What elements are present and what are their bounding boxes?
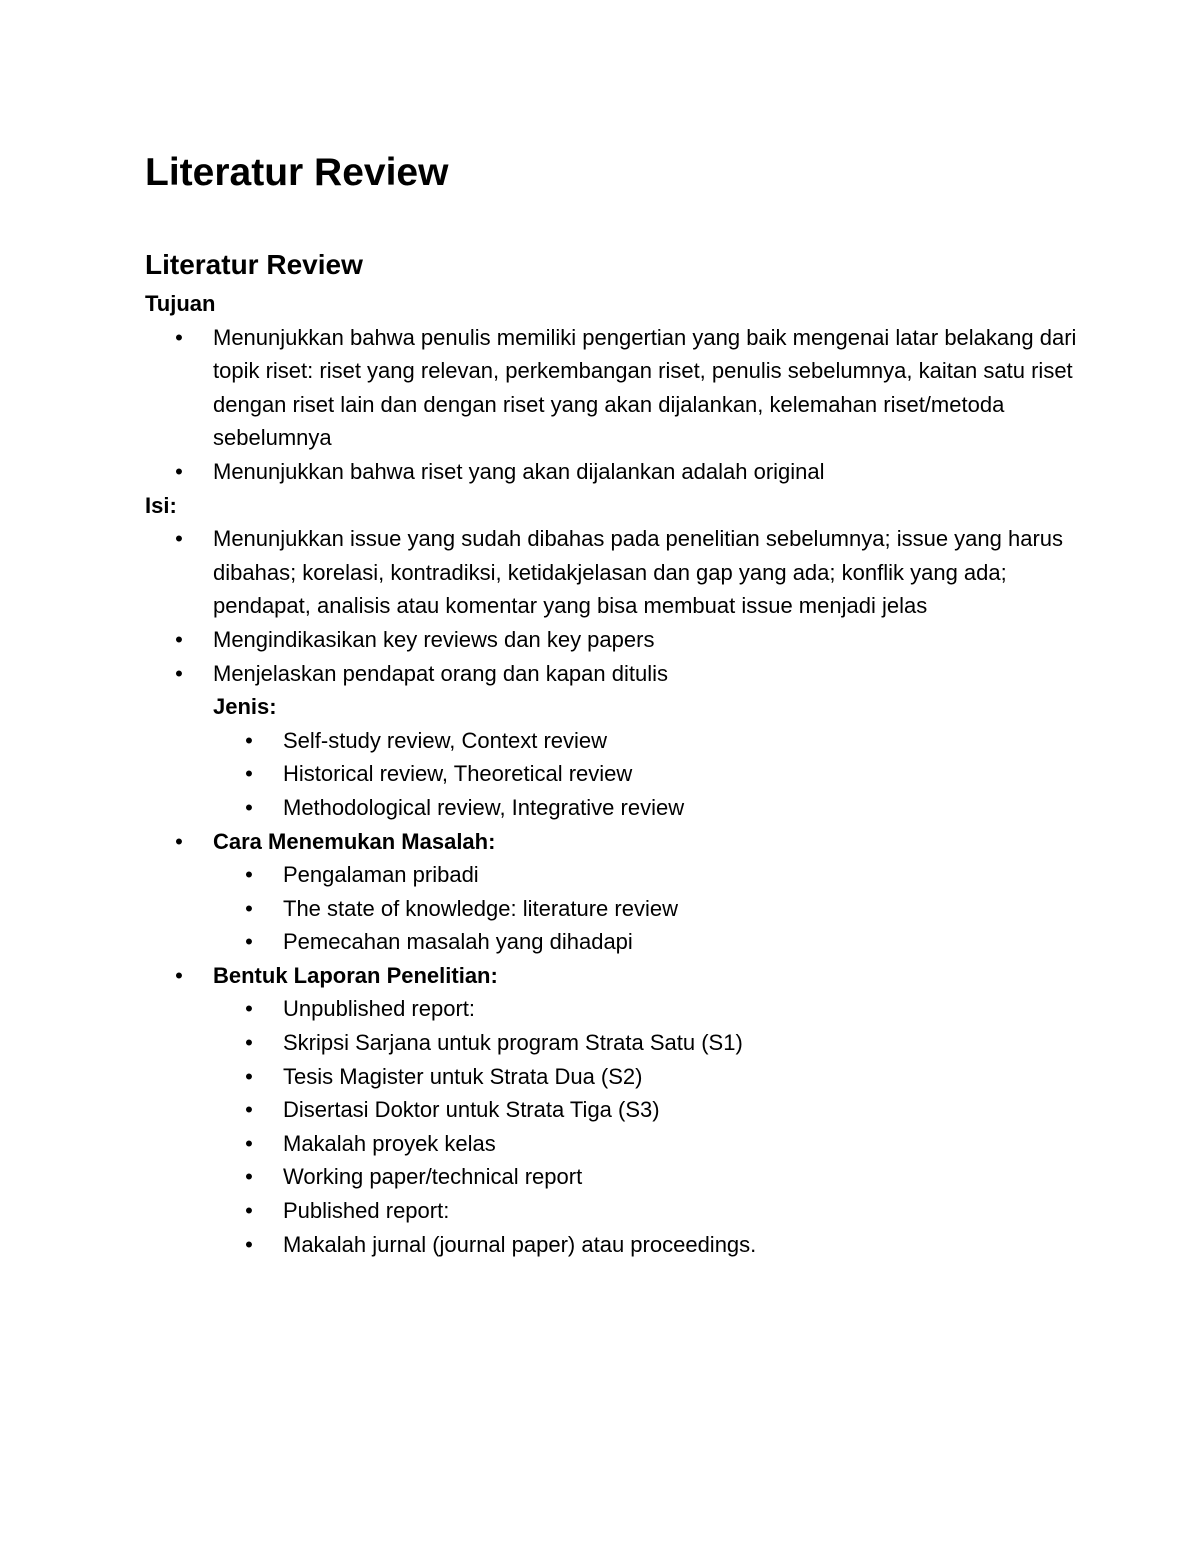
bullet-icon: • [245, 996, 253, 1022]
bullet-icon: • [245, 794, 253, 820]
cara-label: Cara Menemukan Masalah: [213, 828, 496, 854]
list-item [213, 1127, 1105, 1161]
list-item-text: Published report: [283, 1198, 450, 1224]
bullet-icon: • [175, 660, 183, 686]
bullet-icon: • [245, 727, 253, 753]
list-item-text: Working paper/technical report [283, 1164, 583, 1190]
list-item [213, 1060, 1105, 1094]
list-item-text: The state of knowledge: literature review [283, 895, 678, 921]
list-item-text: Historical review, Theoretical review [283, 761, 633, 787]
bentuk-label: Bentuk Laporan Penelitian: [213, 962, 498, 988]
bullet-icon: • [175, 626, 183, 652]
bullet-icon: • [245, 895, 253, 921]
isi-list [145, 522, 1105, 690]
list-item-text: Menunjukkan issue yang sudah dibahas pada penelitian sebelumnya; issue yang harus dibahas; korelasi, kontradiksi, ketidakjelasan dan gap yang ada; konflik yang ada; pendapat, analisis atau komentar yang bisa membuat issue menjadi jelas [213, 526, 1064, 619]
list-item [213, 724, 1105, 758]
list-item [213, 1194, 1105, 1228]
list-item-text: Skripsi Sarjana untuk program Strata Satu (S1) [283, 1030, 743, 1056]
bullet-icon: • [245, 862, 253, 888]
document-title: Literatur Review [145, 151, 449, 194]
tujuan-label: Tujuan [145, 291, 216, 316]
list-item [213, 1093, 1105, 1127]
list-item [213, 892, 1105, 926]
list-item [145, 825, 1105, 959]
list-item [145, 455, 1105, 489]
list-item [145, 959, 1105, 1261]
jenis-block [145, 724, 1105, 825]
list-item-text: Tesis Magister untuk Strata Dua (S2) [283, 1063, 643, 1089]
list-item [145, 321, 1105, 455]
list-item-text: Makalah proyek kelas [283, 1130, 496, 1156]
section-heading: Literatur Review [145, 249, 363, 280]
bullet-icon: • [175, 962, 183, 988]
bullet-icon: • [245, 1097, 253, 1123]
list-item-text: Methodological review, Integrative review [283, 794, 685, 820]
list-item [213, 1228, 1105, 1262]
bullet-icon: • [175, 828, 183, 854]
list-item-text: Makalah jurnal (journal paper) atau proceedings. [283, 1231, 757, 1257]
bentuk-list [213, 992, 1105, 1261]
bullet-icon: • [175, 526, 183, 552]
list-item-text: Unpublished report: [283, 996, 476, 1022]
list-item [213, 858, 1105, 892]
list-item-text: Pengalaman pribadi [283, 862, 479, 888]
list-item-text: Mengindikasikan key reviews dan key papers [213, 626, 655, 652]
document-body [145, 287, 1105, 1261]
list-item [145, 522, 1105, 623]
list-item [213, 925, 1105, 959]
list-item-text: Menunjukkan bahwa penulis memiliki pengertian yang baik mengenai latar belakang dari topik riset: riset yang relevan, perkembangan riset, penulis sebelumnya, kaitan satu riset dengan riset lain dan dengan riset yang akan dijalankan, kelemahan riset/metoda sebelumnya [213, 324, 1077, 451]
bullet-icon: • [175, 324, 183, 350]
list-item-text: Self-study review, Context review [283, 727, 608, 753]
bullet-icon: • [245, 1030, 253, 1056]
isi-label: Isi: [145, 492, 177, 518]
bullet-icon: • [245, 1164, 253, 1190]
bullet-icon: • [245, 1130, 253, 1156]
list-item [213, 757, 1105, 791]
list-item-text: Pemecahan masalah yang dihadapi [283, 929, 633, 955]
list-item-text: Disertasi Doktor untuk Strata Tiga (S3) [283, 1097, 660, 1123]
list-item [213, 992, 1105, 1026]
list-item-text: Menunjukkan bahwa riset yang akan dijalankan adalah original [213, 458, 825, 484]
jenis-list [213, 724, 1105, 825]
tujuan-list [145, 321, 1105, 489]
list-item [213, 791, 1105, 825]
bullet-icon: • [245, 761, 253, 787]
cara-list [213, 858, 1105, 959]
bullet-icon: • [245, 1198, 253, 1224]
jenis-label: Jenis: [213, 694, 277, 720]
list-item [145, 657, 1105, 691]
list-item-text: Menjelaskan pendapat orang dan kapan ditulis [213, 660, 668, 686]
list-item [145, 623, 1105, 657]
bullet-icon: • [245, 1231, 253, 1257]
list-item [213, 1026, 1105, 1060]
list-item [213, 1160, 1105, 1194]
bullet-icon: • [245, 1063, 253, 1089]
bullet-icon: • [175, 458, 183, 484]
bullet-icon: • [245, 929, 253, 955]
cara-section [145, 825, 1105, 1262]
